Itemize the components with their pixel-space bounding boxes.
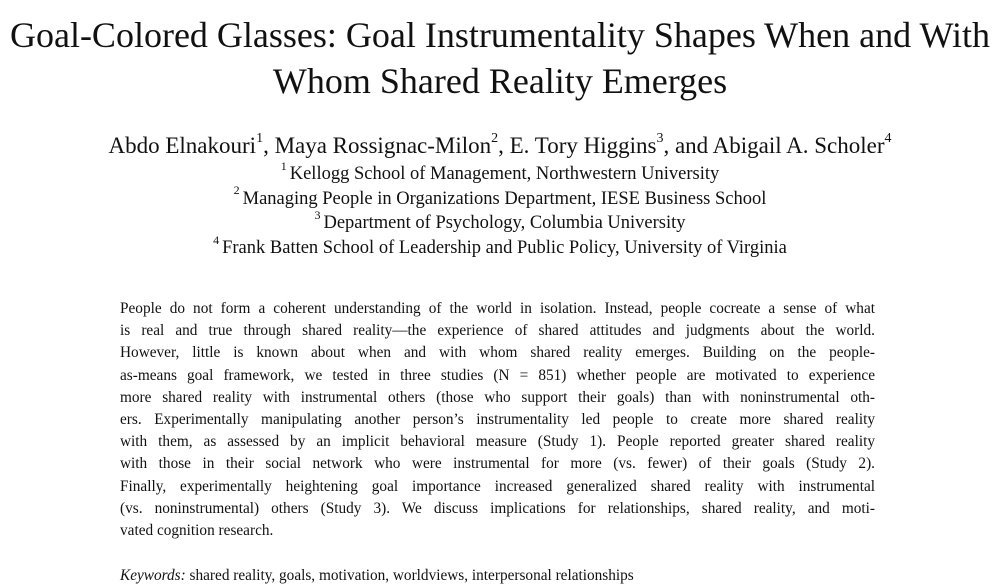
author-affiliation-number: 4 <box>884 131 892 147</box>
author-affiliation-number: 2 <box>491 131 499 147</box>
author-affiliation-number: 1 <box>256 131 264 147</box>
abstract-line: with them, as assessed by an implicit behavioral measure (Study 1). People reported greater shared reality <box>120 433 875 451</box>
abstract-line: ers. Experimentally manipulating another person’s instrumentality led people to create more shared reality <box>120 411 875 429</box>
author-separator: , <box>498 133 510 158</box>
abstract-line: is real and true through shared reality—the experience of shared attitudes and judgments about the world. <box>120 322 875 340</box>
affiliation-text: Managing People in Organizations Department, IESE Business School <box>242 188 767 209</box>
affiliation-text: Frank Batten School of Leadership and Public Policy, University of Virginia <box>222 237 787 258</box>
affiliation-number: 2 <box>233 183 240 198</box>
abstract-line: more shared reality with instrumental others (those who support their goals) than with noninstrumental oth- <box>120 388 875 406</box>
keywords-label: Keywords: <box>120 567 186 584</box>
affiliation <box>0 232 1000 261</box>
author-name: E. Tory Higgins <box>509 133 657 158</box>
affiliation-list <box>0 158 1000 260</box>
affiliation <box>0 183 1000 212</box>
affiliation-number: 1 <box>280 158 287 173</box>
title-line-1: Goal-Colored Glasses: Goal Instrumentality Shapes When and With <box>9 15 991 55</box>
author-separator: , <box>263 133 275 158</box>
author-affiliation-number: 3 <box>656 131 664 147</box>
author-name: Maya Rossignac-Milon <box>274 133 492 158</box>
author-list <box>0 132 1000 160</box>
affiliation-number: 3 <box>314 208 321 223</box>
abstract-line: Finally, experimentally heightening goal importance increased generalized shared reality with instrumental <box>120 477 875 495</box>
author-separator: , and <box>663 133 713 158</box>
author-name: Abigail A. Scholer <box>712 133 885 158</box>
keywords <box>120 566 634 586</box>
abstract <box>120 298 875 542</box>
author-name: Abdo Elnakouri <box>108 133 257 158</box>
abstract-line: People do not form a coherent understanding of the world in isolation. Instead, people cocreate a sense of what <box>120 300 875 317</box>
affiliation <box>0 158 1000 187</box>
affiliation-number: 4 <box>213 232 220 247</box>
abstract-line: (vs. noninstrumental) others (Study 3). We discuss implications for relationships, shared reality, and moti- <box>120 499 875 517</box>
affiliation <box>0 208 1000 236</box>
affiliation-text: Kellogg School of Management, Northwestern University <box>289 164 720 184</box>
abstract-line: as-means goal framework, we tested in three studies (N = 851) whether people are motivated to experience <box>120 366 875 384</box>
abstract-line: vated cognition research. <box>120 522 274 540</box>
paper-title <box>0 12 1000 104</box>
title-line-2: Whom Shared Reality Emerges <box>272 61 728 101</box>
abstract-line: However, little is known about when and with whom shared reality emerges. Building on the people- <box>120 344 875 362</box>
affiliation-text: Department of Psychology, Columbia University <box>323 213 686 234</box>
abstract-line: with those in their social network who were instrumental for more (vs. fewer) of their goals (Study 2). <box>120 455 875 473</box>
keywords-text: shared reality, goals, motivation, worldviews, interpersonal relationships <box>185 567 634 584</box>
